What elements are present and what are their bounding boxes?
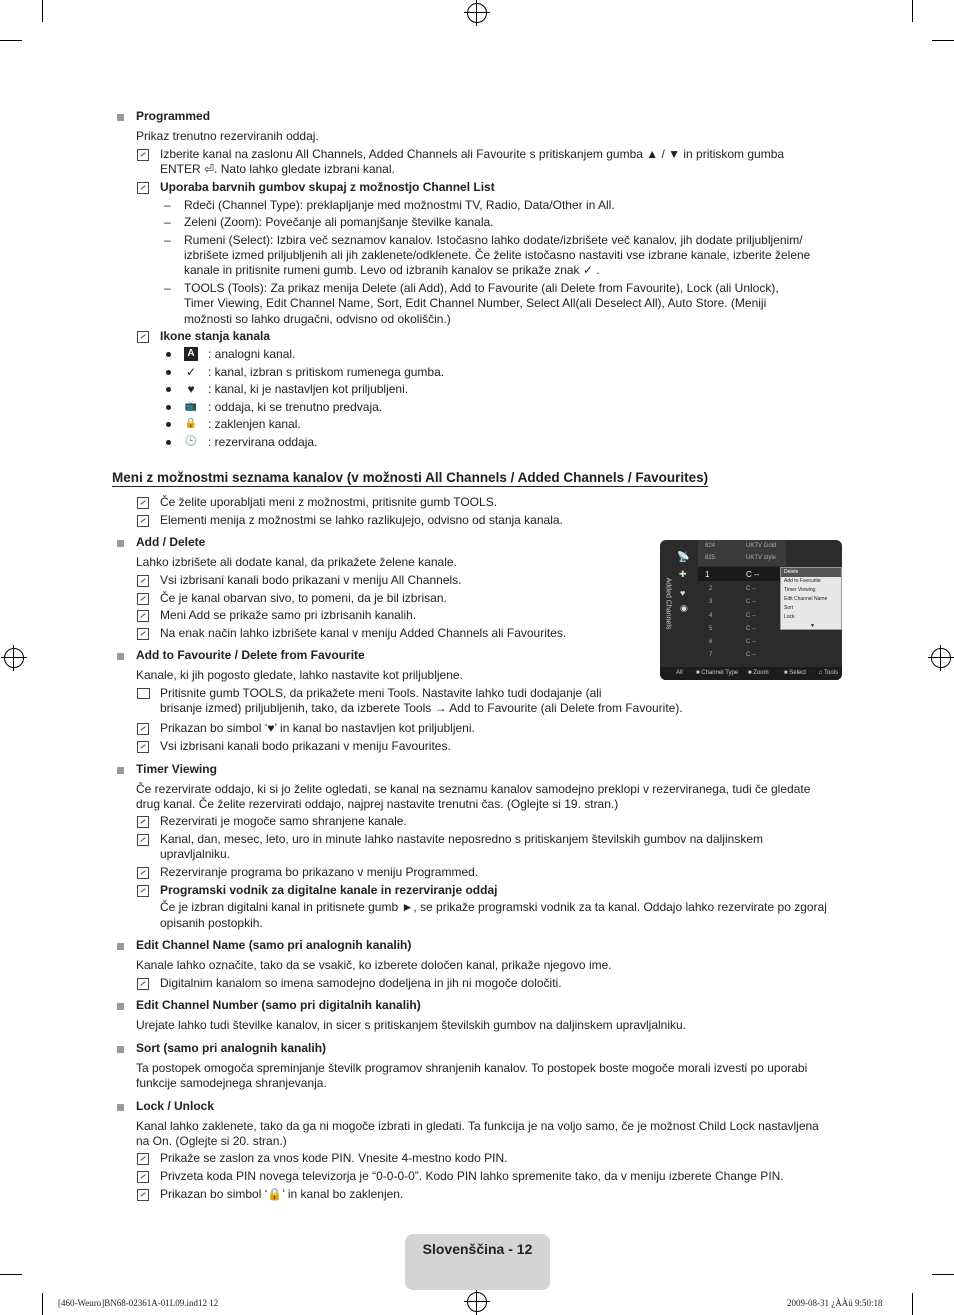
bottom-item: ■ Channel Type — [696, 670, 739, 676]
paragraph: Ta postopek omogoča spreminjanje številk programov shranjenih kanalov. To postopek boste mogoče morali izvesti po uporabi — [136, 1061, 808, 1075]
row-num: 824 — [705, 543, 716, 549]
page-label: Slovenščina - 12 — [422, 1241, 533, 1257]
row-num: 5 — [709, 626, 713, 632]
lock-icon: 🔒 — [184, 418, 198, 429]
note-text: Vsi izbrisani kanali bodo prikazani v meniju All Channels. — [160, 573, 462, 587]
icon-desc: : zaklenjen kanal. — [208, 417, 301, 431]
row-num: 3 — [709, 599, 713, 605]
crop-mark — [42, 0, 43, 22]
row-num: 825 — [705, 555, 716, 561]
row-name: C -- — [746, 586, 756, 592]
section-title: Add to Favourite / Delete from Favourite — [136, 648, 365, 662]
row-num: 2 — [709, 586, 713, 592]
row-name: C -- — [746, 652, 756, 658]
note-text: opisanih postopkih. — [160, 916, 263, 930]
note-title: Ikone stanja kanala — [160, 329, 271, 343]
menu-item[interactable]: Add to Favourite — [784, 578, 821, 584]
dash-text: Timer Viewing, Edit Channel Name, Sort, Edit Channel Number, Select All(ali Deselect All), Auto Store. (Meniji — [184, 296, 767, 310]
icon-desc: : analogni kanal. — [208, 347, 296, 361]
side-label: Added Channels — [664, 577, 672, 630]
paragraph: Če rezervirate oddajo, ki si jo želite ogledati, se kanal na seznamu kanalov samodejno preklopi v rezerviranega, tudi če gledate — [136, 782, 811, 796]
icon-desc: : oddaja, ki se trenutno predvaja. — [208, 400, 383, 414]
crop-mark — [912, 1293, 913, 1315]
note-text: Rezervirati je mogoče samo shranjene kanale. — [160, 814, 407, 828]
paragraph: Kanale, ki jih pogosto gledate, lahko nastavite kot priljubljene. — [136, 668, 463, 682]
bottom-item: ■ Select — [784, 670, 806, 676]
note-icon — [137, 1153, 149, 1165]
section-title: Lock / Unlock — [136, 1099, 215, 1113]
bullet-dot — [166, 440, 171, 445]
row-name: C -- — [746, 626, 756, 632]
bottom-item: ■ Zoom — [748, 670, 769, 676]
tip-text: Pritisnite gumb TOOLS, da prikažete meni Tools. Nastavite lahko tudi dodajanje (ali — [160, 686, 602, 700]
bullet-dot — [166, 405, 171, 410]
note-text: Če je kanal obarvan sivo, to pomeni, da je bil izbrisan. — [160, 591, 447, 605]
paragraph: Prikaz trenutno rezerviranih oddaj. — [136, 129, 319, 143]
print-info-right: 2009-08-31 ¿ÀÀü 9:50:18 — [787, 1298, 883, 1308]
crop-mark — [932, 1274, 954, 1275]
menu-item[interactable]: Edit Channel Name — [784, 596, 828, 602]
note-icon — [137, 149, 149, 161]
menu-item[interactable]: Delete — [781, 568, 841, 577]
note-icon — [137, 978, 149, 990]
section-title: Add / Delete — [136, 535, 206, 549]
note-icon — [137, 497, 149, 509]
crop-mark — [932, 40, 954, 41]
registration-mark-icon — [4, 648, 24, 668]
bullet-dot — [166, 370, 171, 375]
note-icon — [137, 723, 149, 735]
add-icon: ✚ — [679, 569, 687, 579]
note-icon — [137, 515, 149, 527]
section-title: Edit Channel Number (samo pri digitalnih kanalih) — [136, 998, 421, 1012]
icon-desc: : rezervirana oddaja. — [208, 435, 318, 449]
clock-icon: ◉ — [680, 603, 688, 613]
paragraph: Kanal lahko zaklenete, tako da ga ni mogoče izbrati in gledati. Ta funkcija je na voljo samo, če je možnost Child Lock nastavljena — [136, 1119, 819, 1133]
tip-text: brisanje izmed) priljubljenih, tako, da izberete Tools → Add to Favourite (ali Delete from Favourite). — [160, 701, 683, 715]
registration-mark-icon — [931, 648, 951, 668]
heading-options-menu: Meni z možnostmi seznama kanalov (v možnosti All Channels / Added Channels / Favourites) — [112, 470, 709, 485]
paragraph: funkcije samodejnega shranjevanja. — [136, 1076, 327, 1090]
clock-icon: 🕒 — [184, 436, 198, 447]
bullet-square-icon — [117, 540, 124, 547]
menu-item[interactable]: Timer Viewing — [784, 587, 816, 593]
crop-mark — [0, 1274, 22, 1275]
tools-tip-icon — [137, 688, 150, 699]
dash: – — [164, 281, 171, 295]
tools-popup-menu — [780, 567, 842, 630]
chevron-down-icon[interactable]: ▼ — [810, 623, 815, 629]
note-text: Če je izbran digitalni kanal in pritisnete gumb ►, se prikaže programski vodnik za ta kanal. Oddajo lahko rezervirate po zgoraj — [160, 900, 827, 914]
paragraph: Kanale lahko označite, tako da se vsakič, ko izberete določen kanal, prikaže njegovo ime. — [136, 958, 612, 972]
dash-text: Zeleni (Zoom): Povečanje ali pomanjšanje številke kanala. — [184, 215, 494, 229]
print-info-left: [460-Weuro]BN68-02361A-01L09.ind12 12 — [58, 1298, 219, 1308]
analog-channel-icon: A — [184, 347, 198, 361]
tv-icon: 📺 — [184, 401, 198, 412]
note-icon — [137, 1171, 149, 1183]
section-title: Edit Channel Name (samo pri analognih kanalih) — [136, 938, 412, 952]
bottom-item: ♫ Tools — [818, 670, 839, 676]
dash: – — [164, 215, 171, 229]
crop-mark — [42, 1293, 43, 1315]
section-title: Timer Viewing — [136, 762, 217, 776]
note-text: Prikaže se zaslon za vnos kode PIN. Vnesite 4-mestno kodo PIN. — [160, 1151, 508, 1165]
note-text: Elementi menija z možnostmi se lahko razlikujejo, odvisno od stanja kanala. — [160, 513, 563, 527]
note-text: Prikazan bo simbol ‘🔒’ in kanal bo zaklenjen. — [160, 1187, 404, 1201]
note-icon — [137, 610, 149, 622]
note-text: upravljalniku. — [160, 847, 231, 861]
bullet-dot — [166, 422, 171, 427]
dash-text: Rumeni (Select): Izbira več seznamov kanalov. Istočasno lahko dodate/izbrišete več kanalov, jih dodate priljubljenim/ — [184, 233, 803, 247]
icon-desc: : kanal, izbran s pritiskom rumenega gumba. — [208, 365, 445, 379]
menu-item[interactable]: Sort — [784, 605, 794, 611]
note-text: Kanal, dan, mesec, leto, uro in minute lahko nastavite neposredno s pritiskanjem številskih gumbov na daljinskem — [160, 832, 763, 846]
note-icon — [137, 1189, 149, 1201]
bullet-square-icon — [117, 1046, 124, 1053]
tv-icon: 📡 — [677, 552, 690, 563]
dash-text: TOOLS (Tools): Za prikaz menija Delete (ali Add), Add to Favourite (ali Delete from Favourite), Lock (ali Unlock), — [184, 281, 779, 295]
crop-mark — [912, 0, 913, 22]
note-icon — [137, 182, 149, 194]
registration-mark-icon — [467, 1292, 487, 1312]
bullet-square-icon — [117, 653, 124, 660]
row-num: 1 — [705, 570, 710, 579]
note-icon — [137, 741, 149, 753]
note-icon — [137, 628, 149, 640]
note-text: Privzeta koda PIN novega televizorja je “0-0-0-0”. Kodo PIN lahko spremenite tako, da v meniju izberete Change PIN. — [160, 1169, 784, 1183]
note-icon — [137, 834, 149, 846]
bullet-square-icon — [117, 1003, 124, 1010]
bullet-dot — [166, 387, 171, 392]
bullet-square-icon — [117, 1104, 124, 1111]
bullet-square-icon — [117, 114, 124, 121]
row-num: 4 — [709, 613, 713, 619]
note-icon — [137, 575, 149, 587]
note-text: Meni Add se prikaže samo pri izbrisanih kanalih. — [160, 608, 417, 622]
icon-desc: : kanal, ki je nastavljen kot priljubljeni. — [208, 382, 409, 396]
dash: – — [164, 233, 171, 247]
crop-mark — [0, 40, 22, 41]
paragraph: drug kanal. Če želite rezervirati oddajo, najprej nastavite trenutni čas. (Oglejte si 19. stran.) — [136, 797, 619, 811]
note-icon — [137, 867, 149, 879]
note-title: Programski vodnik za digitalne kanale in rezerviranje oddaj — [160, 883, 498, 897]
row-name: C -- — [746, 639, 756, 645]
row-name: UKTV style — [746, 555, 777, 561]
note-text: Na enak način lahko izbrišete kanal v meniju Added Channels ali Favourites. — [160, 626, 567, 640]
tv-channel-list-screenshot — [660, 540, 842, 680]
check-icon: ✓ — [185, 365, 197, 379]
bullet-square-icon — [117, 767, 124, 774]
row-num: 7 — [709, 652, 713, 658]
heart-icon: ♥ — [680, 588, 686, 598]
dash-text: kanale in pritisnite rumeni gumb. Levo od izbranih kanalov se prikaže znak ✓ . — [184, 263, 600, 277]
note-text: Izberite kanal na zaslonu All Channels, Added Channels ali Favourite s pritiskanjem gumba ▲ / ▼ in pritiskom gumba — [160, 147, 785, 161]
note-icon — [137, 816, 149, 828]
dash: – — [164, 198, 171, 212]
bottom-item: All — [676, 670, 683, 676]
paragraph: na On. (Oglejte si 20. stran.) — [136, 1134, 287, 1148]
section-title: Sort (samo pri analognih kanalih) — [136, 1041, 327, 1055]
note-text: Digitalnim kanalom so imena samodejno dodeljena in jih ni mogoče določiti. — [160, 976, 562, 990]
registration-mark-icon — [467, 3, 487, 23]
bullet-dot — [166, 352, 171, 357]
note-text: Če želite uporabljati meni z možnostmi, pritisnite gumb TOOLS. — [160, 495, 498, 509]
row-num: 6 — [709, 639, 713, 645]
note-icon — [137, 331, 149, 343]
row-name: C -- — [746, 570, 760, 579]
row-name: UKTV Gold — [746, 543, 777, 549]
dash-text: izbrišete izmed priljubljenih ali jih zaklenete/odklenete. Če želite istočasno nastaviti vse izbrane kanale, izberite želene — [184, 248, 811, 262]
bullet-square-icon — [117, 943, 124, 950]
dash-text: Rdeči (Channel Type): preklapljanje med možnostmi TV, Radio, Data/Other in All. — [184, 198, 615, 212]
heart-icon: ♥ — [187, 382, 195, 396]
note-text: Vsi izbrisani kanali bodo prikazani v meniju Favourites. — [160, 739, 451, 753]
note-icon — [137, 593, 149, 605]
row-name: C -- — [746, 599, 756, 605]
row-selected — [698, 567, 780, 581]
paragraph: Urejate lahko tudi številke kanalov, in sicer s pritiskanjem številskih gumbov na daljinskem upravljalniku. — [136, 1018, 687, 1032]
paragraph: Lahko izbrišete ali dodate kanal, da prikažete želene kanale. — [136, 555, 457, 569]
row-name: C -- — [746, 613, 756, 619]
note-text: Rezerviranje programa bo prikazano v meniju Programmed. — [160, 865, 479, 879]
note-text: Prikazan bo simbol ‘♥’ in kanal bo nastavljen kot priljubljeni. — [160, 721, 475, 735]
section-title: Programmed — [136, 109, 211, 123]
note-title: Uporaba barvnih gumbov skupaj z možnostjo Channel List — [160, 180, 495, 194]
dash-text: možnosti so lahko drugačni, odvisno od okoliščin.) — [184, 312, 451, 326]
note-icon — [137, 885, 149, 897]
note-text: ENTER ⏎. Nato lahko gledate izbrani kanal. — [160, 162, 395, 176]
menu-item[interactable]: Lock — [784, 614, 795, 620]
